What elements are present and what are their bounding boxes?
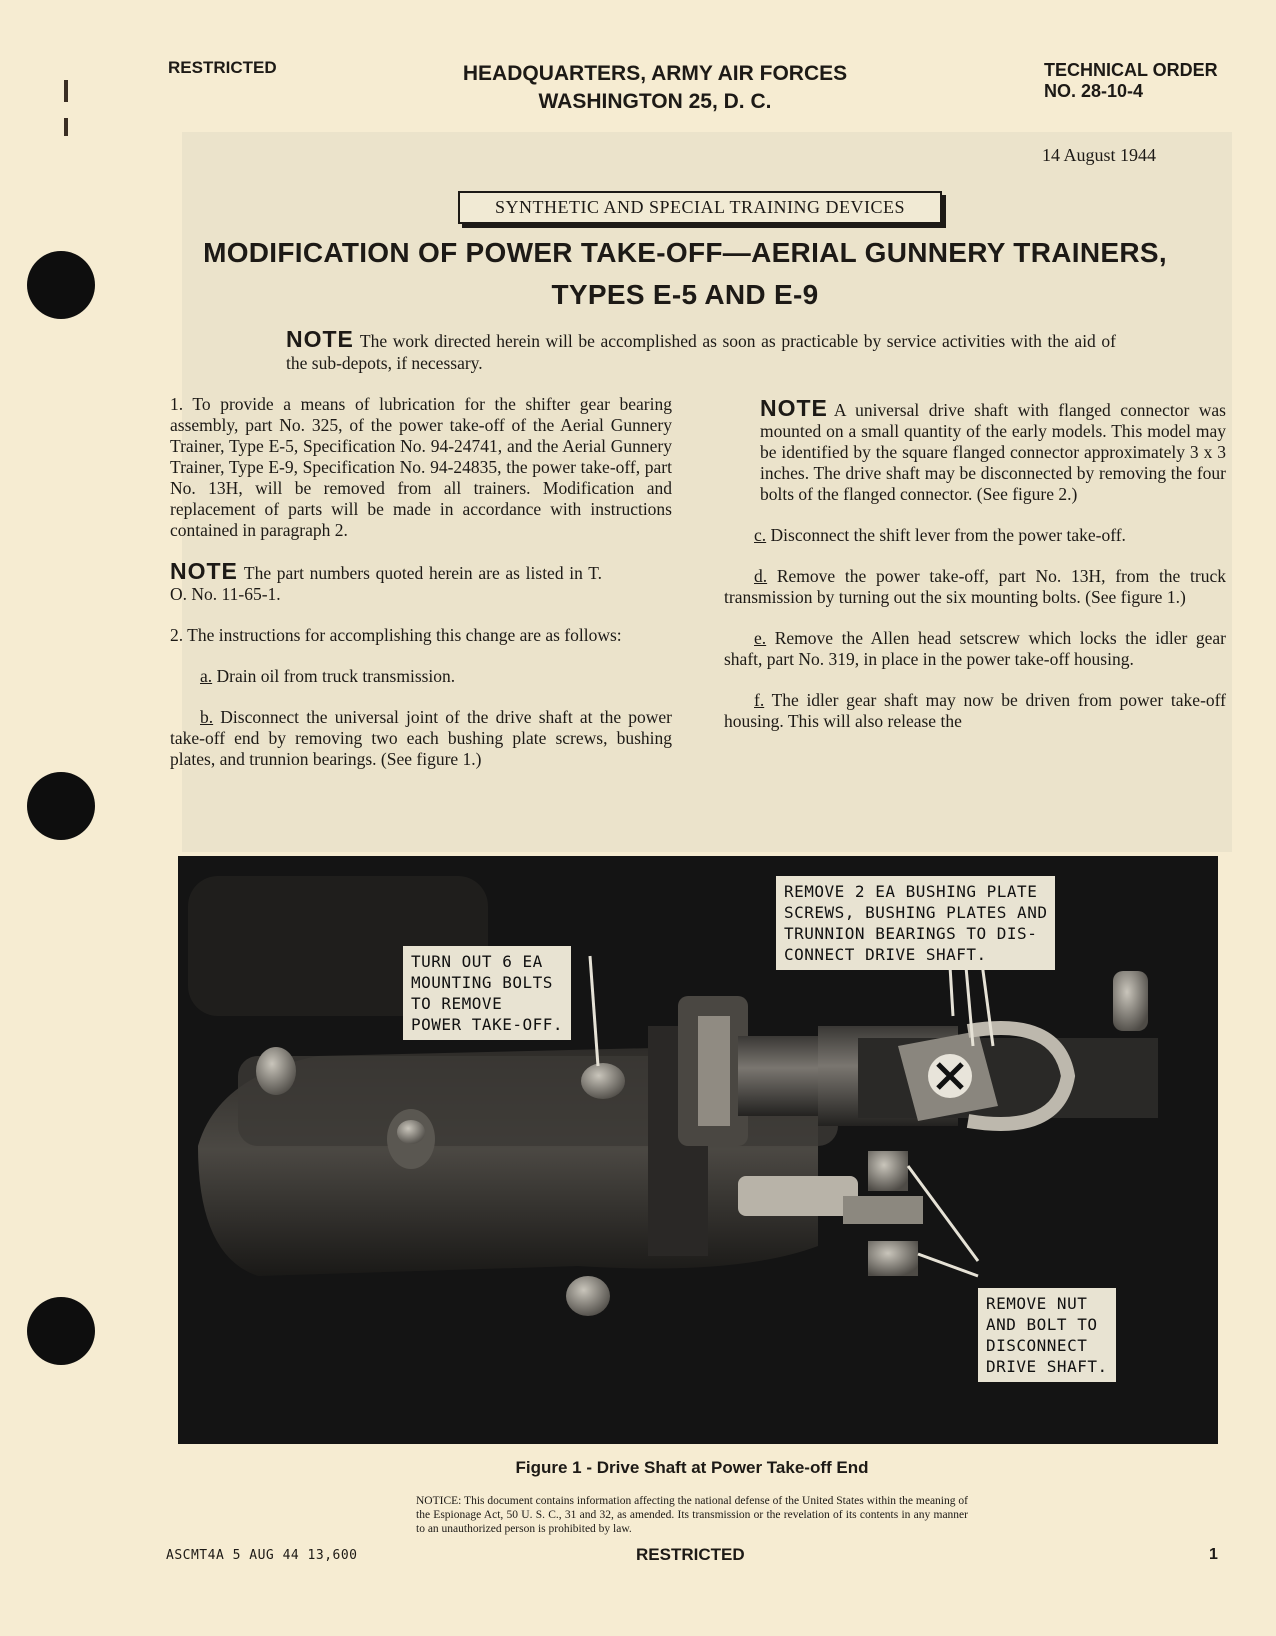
technical-order-number [1044,60,1218,102]
parts-note [170,558,602,605]
step-d-text: Remove the power take-off, part No. 13H, from the truck transmission by turning out the six mounting bolts. (See figure 1.) [724,566,1226,607]
issue-date: 14 August 1944 [1042,145,1157,165]
callout-remove-nut-and-bolt: REMOVE NUT AND BOLT TO DISCONNECT DRIVE SHAFT. [978,1288,1116,1382]
organization-header [440,60,870,116]
step-c-label: c. [754,525,767,545]
step-e [724,628,1226,670]
org-line-1: HEADQUARTERS, ARMY AIR FORCES [462,62,848,85]
classification-footer: RESTRICTED [636,1545,745,1564]
order-line-1: TECHNICAL ORDER [1044,60,1218,80]
binder-hole [27,1297,95,1365]
step-b-label: b. [200,707,214,727]
step-f [724,690,1226,732]
step-b [170,707,672,770]
margin-mark [64,118,68,136]
page-number: 1 [1209,1546,1218,1563]
parts-note-text: The part numbers quoted herein are as listed in T. O. No. 11-65-1. [170,563,602,604]
step-e-label: e. [754,628,767,648]
category-label: SYNTHETIC AND SPECIAL TRAINING DEVICES [458,191,942,224]
step-b-text: Disconnect the universal joint of the drive shaft at the power take-off end by removing two each bushing plate screws, bushing plates, and trunnion bearings. (See figure 1.) [170,707,672,769]
step-f-text: The idler gear shaft may now be driven from power take-off housing. This will also release the [724,690,1226,731]
lead-note-text: The work directed herein will be accomplished as soon as practicable by service activities with the aid of the sub-depots, if necessary. [286,331,1116,373]
step-a-label: a. [200,666,213,686]
figure-caption: Figure 1 - Drive Shaft at Power Take-off End [515,1458,869,1477]
right-column [724,395,1227,752]
espionage-act-notice: NOTICE: This document contains information affecting the national defense of the United States within the meaning of the Espionage Act, 50 U. S. C., 31 and 32, as amended. Its transmission or the revelation of its contents in any manner to an unauthorized person is prohibited by law. [416,1495,968,1535]
flanged-note-text: A universal drive shaft with flanged connector was mounted on a small quantity of the early models. This model may be identified by the square flanged connector approximately 3 x 3 inches. The drive shaft may be disconnected by removing the four bolts of the flanged connector. (See figure 2.) [760,400,1226,504]
binder-hole [27,251,95,319]
step-d-label: d. [754,566,768,586]
print-code: ASCMT4A 5 AUG 44 13,600 [166,1548,358,1563]
binder-hole [27,772,95,840]
flanged-connector-note [724,395,1226,505]
step-c-text: Disconnect the shift lever from the power take-off. [770,525,1126,545]
margin-mark [64,80,68,102]
step-d [724,566,1226,608]
callout-mounting-bolts: TURN OUT 6 EA MOUNTING BOLTS TO REMOVE POWER TAKE-OFF. [403,946,571,1040]
step-c [724,525,1226,546]
note-keyword: NOTE [170,558,238,584]
step-a-text: Drain oil from truck transmission. [216,666,456,686]
paragraph-2: 2. The instructions for accomplishing this change are as follows: [170,625,622,645]
figure-1-photo [178,856,1218,1444]
title-line-2: TYPES E-5 AND E-9 [551,279,819,310]
org-line-2: WASHINGTON 25, D. C. [538,90,772,113]
document-title [200,232,1170,316]
paragraph-1: 1. To provide a means of lubrication for the shifter gear bearing assembly, part No. 325, of the power take-off of the Aerial Gunnery Trainer, Type E-5, Specification No. 94-24741, and the Aerial Gunnery Trainer, Type E-9, Specification No. 94-24835, the power take-off, part No. 13H, will be removed from all trainers. Modification and replacement of parts will be made in accordance with instructions contained in paragraph 2. [170,394,672,540]
lead-note [286,328,1116,374]
step-a [170,666,672,687]
note-keyword: NOTE [760,395,828,421]
left-column [170,394,672,790]
step-e-text: Remove the Allen head setscrew which locks the idler gear shaft, part No. 319, in place in the power take-off housing. [724,628,1227,669]
classification-header: RESTRICTED [168,58,277,77]
title-line-1: MODIFICATION OF POWER TAKE-OFF—AERIAL GUNNERY TRAINERS, [203,237,1167,268]
note-keyword: NOTE [286,326,354,352]
callout-remove-bushing-plates: REMOVE 2 EA BUSHING PLATE SCREWS, BUSHING PLATES AND TRUNNION BEARINGS TO DIS- CONNECT DRIVE SHAFT. [776,876,1055,970]
order-line-2: NO. 28-10-4 [1044,81,1144,101]
step-f-label: f. [754,690,765,710]
